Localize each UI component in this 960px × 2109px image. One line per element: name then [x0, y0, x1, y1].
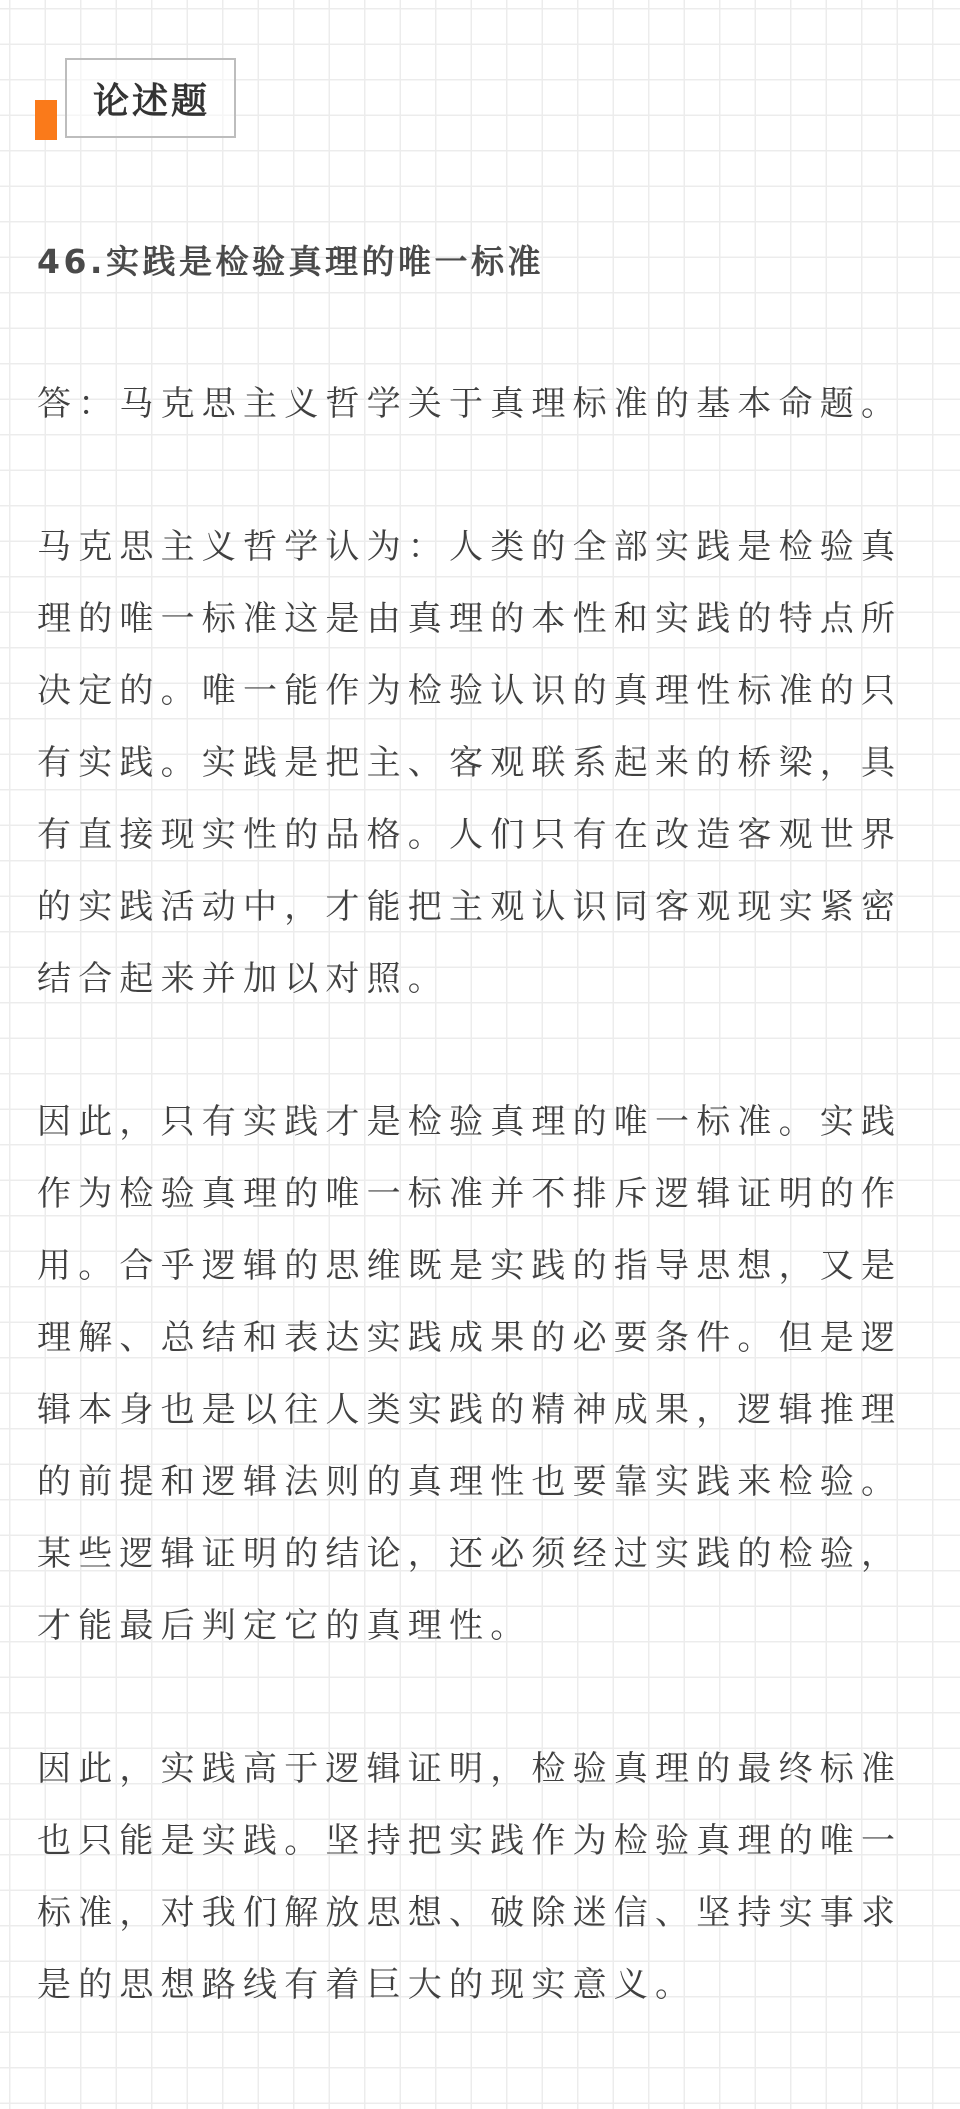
section-title: 论述题 [93, 81, 211, 122]
answer-paragraph: 马克思主义哲学认为：人类的全部实践是检验真理的唯一标准这是由真理的本性和实践的特点所决定的。唯一能作为检验认识的真理性标准的只有实践。实践是把主、客观联系起来的桥梁，具有直接现实性的品格。人们只有在改造客观世界的实践活动中，才能把主观认识同客观现实紧密结合起来并加以对照。 [37, 527, 903, 999]
answer-paragraph: 因此，实践高于逻辑证明，检验真理的最终标准也只能是实践。坚持把实践作为检验真理的唯一标准，对我们解放思想、破除迷信、坚持实事求是的思想路线有着巨大的现实意义。 [37, 1749, 903, 2005]
question-title: 46.实践是检验真理的唯一标准 [37, 242, 544, 281]
section-header [35, 58, 240, 142]
answer-paragraph: 因此，只有实践才是检验真理的唯一标准。实践作为检验真理的唯一标准并不排斥逻辑证明的作用。合乎逻辑的思维既是实践的指导思想，又是理解、总结和表达实践成果的必要条件。但是逻辑本身也是以往人类实践的精神成果，逻辑推理的前提和逻辑法则的真理性也要靠实践来检验。某些逻辑证明的结论，还必须经过实践的检验，才能最后判定它的真理性。 [37, 1102, 903, 1646]
section-accent-bar [35, 100, 57, 140]
answer-paragraph: 答：马克思主义哲学关于真理标准的基本命题。 [37, 384, 903, 424]
